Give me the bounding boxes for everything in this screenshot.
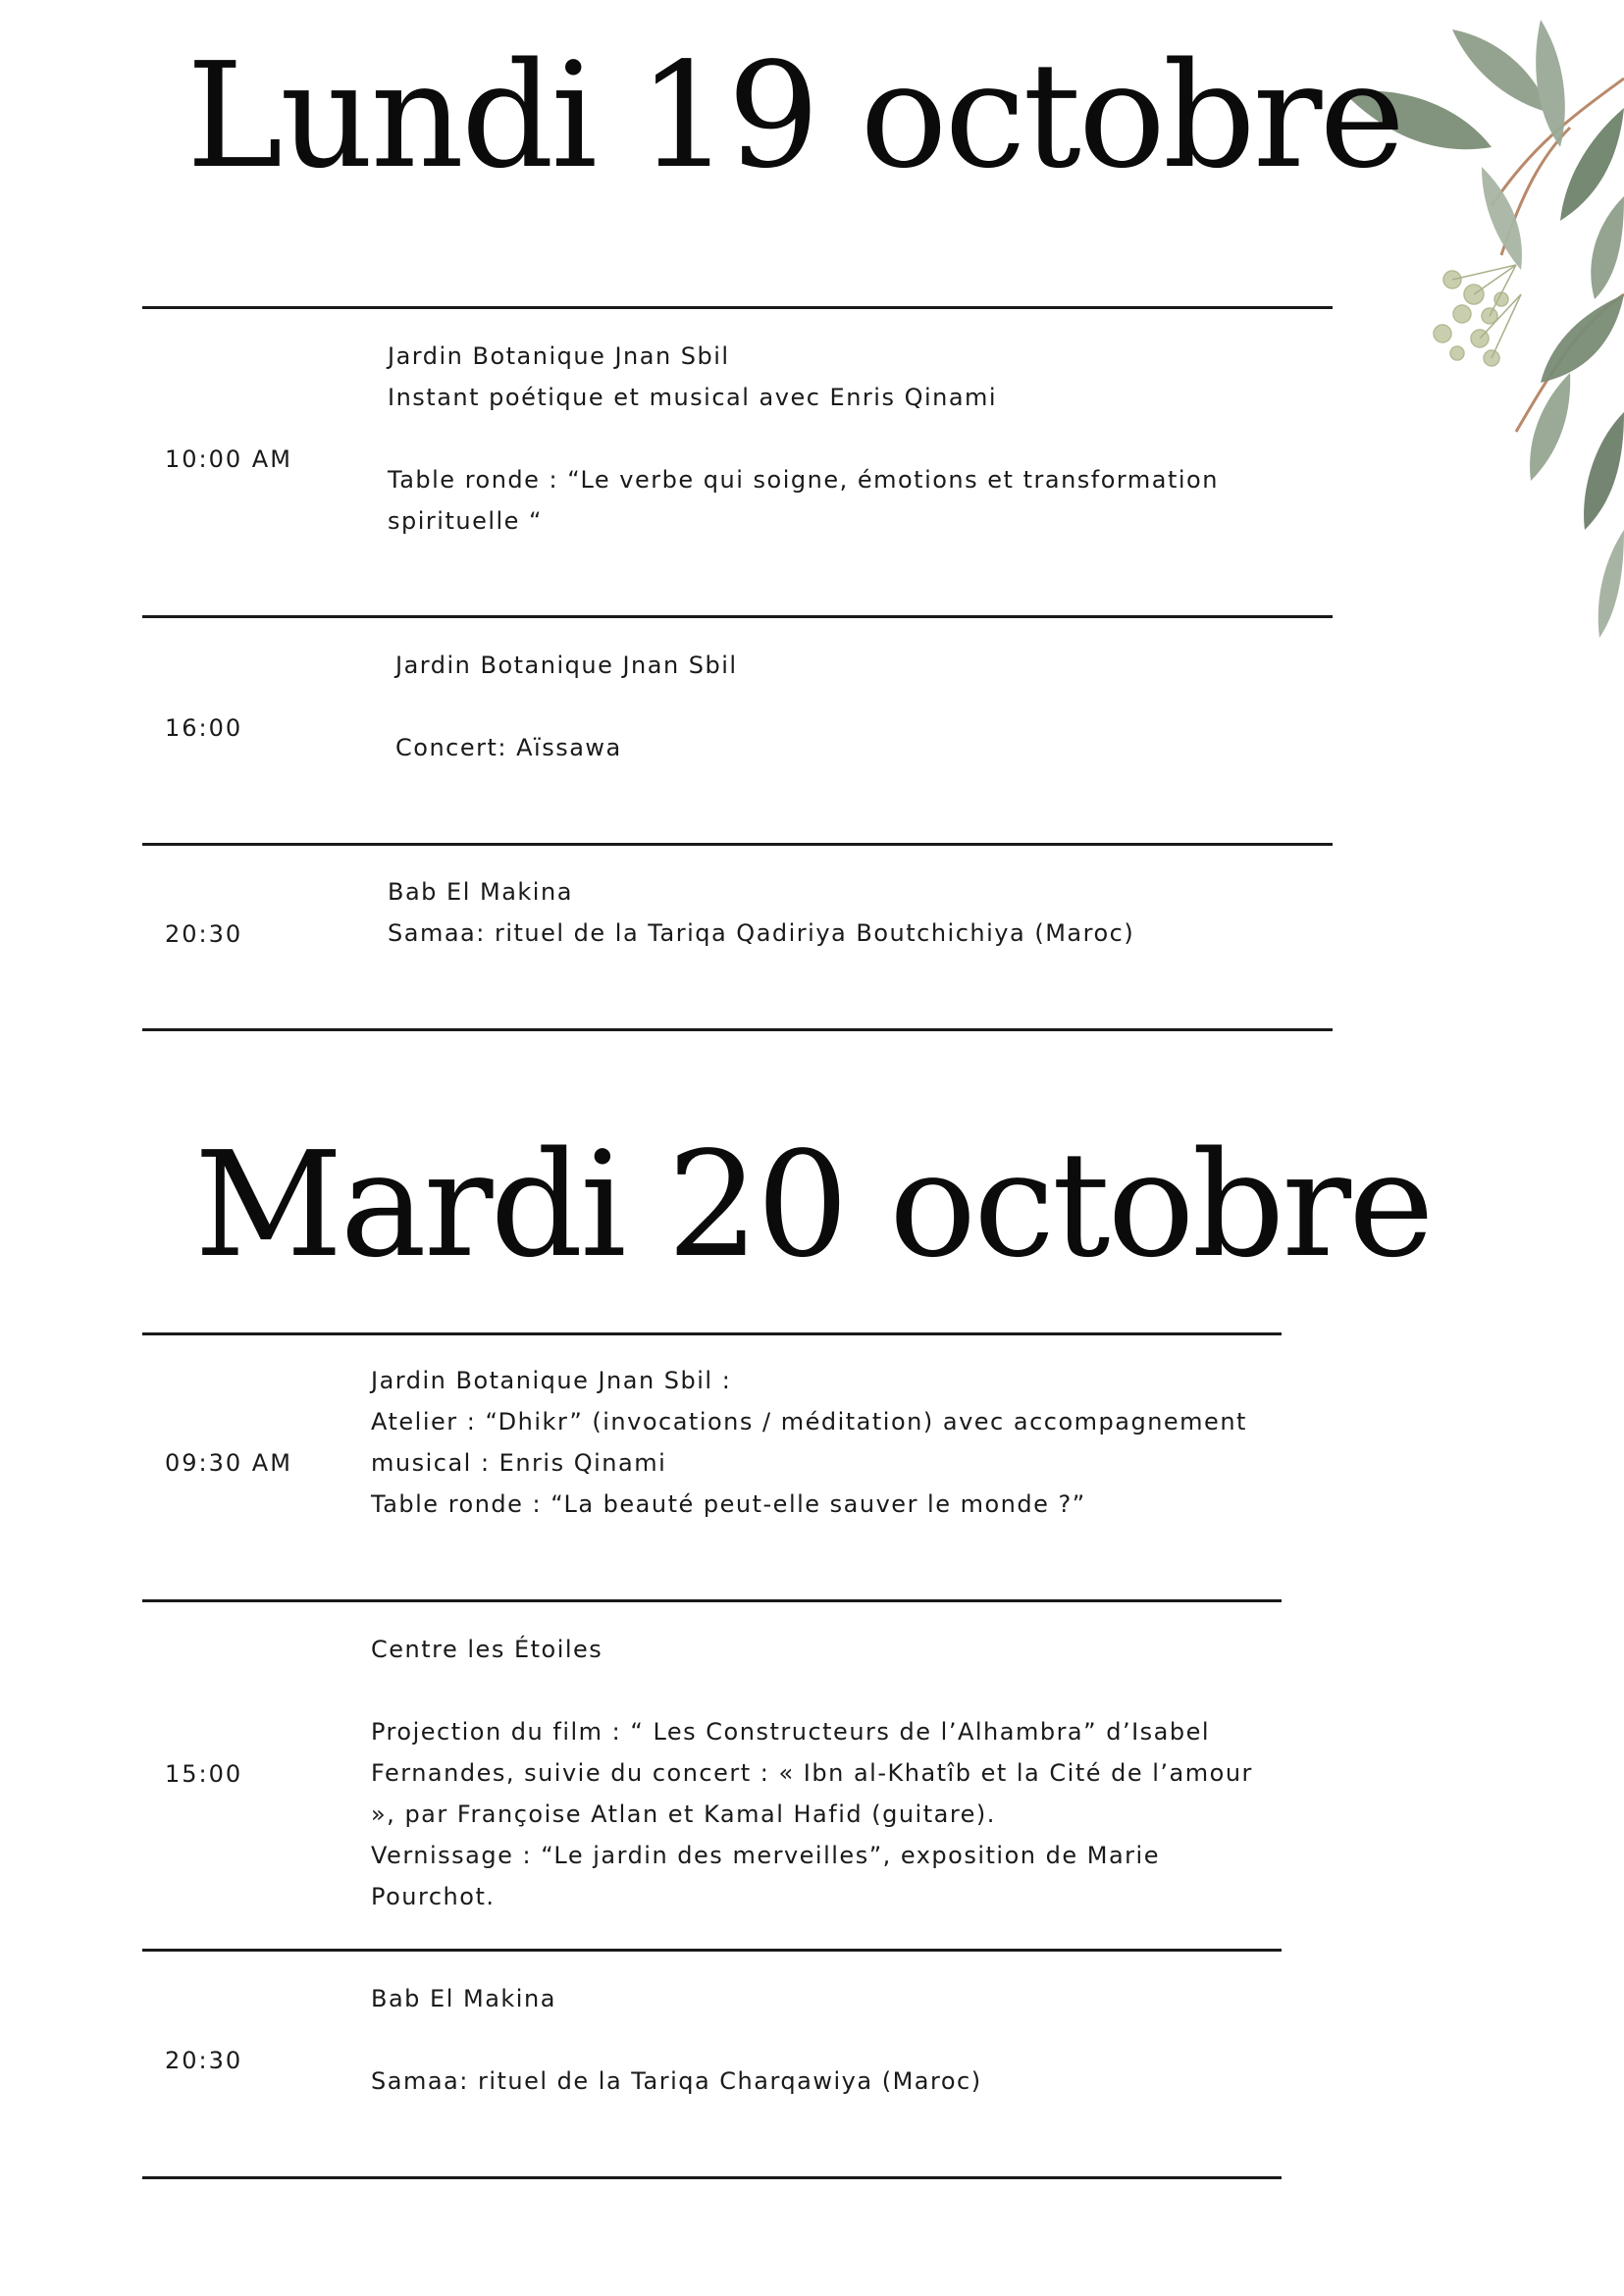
event-venue: Jardin Botanique Jnan Sbil (395, 652, 738, 679)
event-description: », par Françoise Atlan et Kamal Hafid (guitare). (371, 1800, 996, 1828)
event-details (371, 1978, 982, 2102)
event-time: 20:30 (165, 920, 243, 948)
event-description: Pourchot. (371, 1883, 496, 1910)
event-time: 20:30 (165, 2047, 243, 2074)
event-description: Table ronde : “Le verbe qui soigne, émotions et transformation (388, 466, 1219, 494)
event-details (388, 336, 1219, 542)
table-divider (142, 1332, 1282, 1335)
event-description: Samaa: rituel de la Tariqa Charqawiya (Maroc) (371, 2067, 982, 2095)
table-divider (142, 1949, 1282, 1952)
event-time: 10:00 AM (165, 445, 292, 473)
table-divider (142, 1599, 1282, 1602)
table-divider (142, 2176, 1282, 2179)
event-description: Atelier : “Dhikr” (invocations / méditation) avec accompagnement (371, 1408, 1247, 1435)
table-divider (142, 843, 1333, 846)
event-details (371, 1360, 1247, 1525)
table-divider (142, 1028, 1333, 1031)
event-time: 09:30 AM (165, 1449, 292, 1477)
event-description: musical : Enris Qinami (371, 1449, 667, 1477)
event-description: Vernissage : “Le jardin des merveilles”, exposition de Marie (371, 1842, 1160, 1869)
event-venue: Bab El Makina (388, 878, 573, 906)
event-description: Projection du film : “ Les Constructeurs de l’Alhambra” d’Isabel (371, 1718, 1211, 1746)
event-time: 15:00 (165, 1760, 243, 1788)
event-description: spirituelle “ (388, 507, 543, 535)
event-description: Instant poétique et musical avec Enris Qinami (388, 384, 998, 411)
event-details (371, 1629, 1253, 1917)
day-title: Lundi 19 octobre (186, 31, 1403, 200)
event-details (395, 645, 738, 768)
table-divider (142, 615, 1333, 618)
event-venue: Centre les Étoiles (371, 1636, 603, 1663)
table-divider (142, 306, 1333, 309)
event-venue: Jardin Botanique Jnan Sbil (388, 342, 730, 370)
event-details (388, 871, 1134, 954)
event-description: Samaa: rituel de la Tariqa Qadiriya Boutchichiya (Maroc) (388, 919, 1135, 947)
day-title: Mardi 20 octobre (194, 1121, 1432, 1289)
event-venue: Bab El Makina (371, 1985, 556, 2012)
event-description: Fernandes, suivie du concert : « Ibn al-Khatîb et la Cité de l’amour (371, 1759, 1253, 1787)
event-venue: Jardin Botanique Jnan Sbil : (371, 1367, 732, 1394)
event-description: Concert: Aïssawa (395, 734, 622, 761)
event-time: 16:00 (165, 714, 243, 742)
event-description: Table ronde : “La beauté peut-elle sauver le monde ?” (371, 1490, 1086, 1518)
